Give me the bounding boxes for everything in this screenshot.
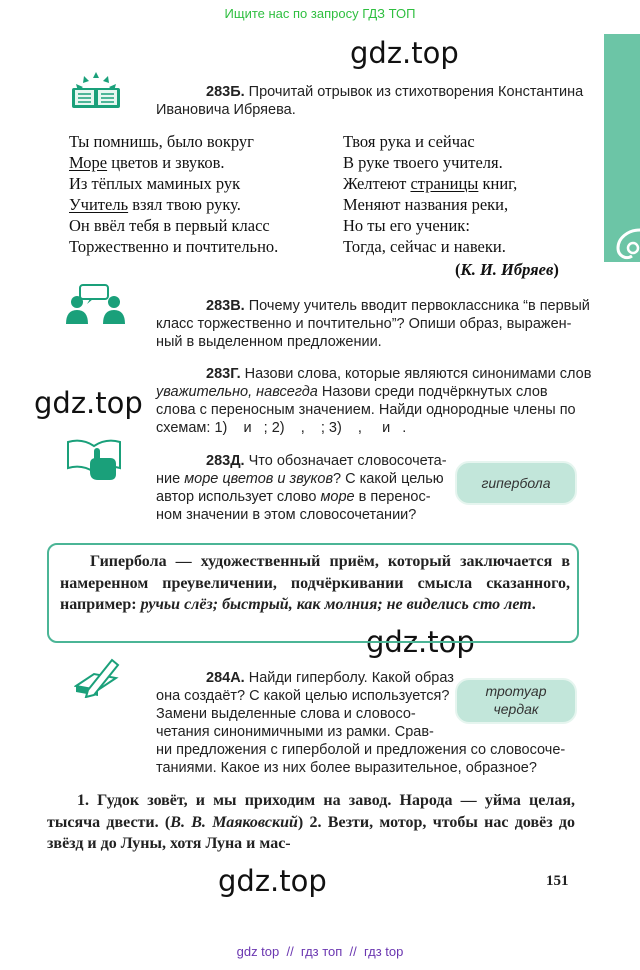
exercise-text: 1. Гудок зовёт, и мы приходим на завод. Народа — уйма целая, тысяча двести. (В. В. Маяковский) 2. Везти, мотор, чтобы нас довёз до звёзд и до Луны, хотя Луна и мас- bbox=[47, 792, 576, 852]
underlined-word: страницы bbox=[410, 174, 479, 193]
definition-text: Гипербола — художественный приём, который заключается в намеренном преувеличении, подчёркивании смысла сказанного, например: ручьи слёз; быстрый, как молния; не виделись сто лет. bbox=[60, 553, 570, 613]
poem-text: Желтеют bbox=[343, 174, 411, 193]
task-283v: 283В. Почему учитель вводит первоклассника “в первый класс торжественно и почтительно”? Опиши образ, выражен- ный в выделенном предложении. bbox=[156, 298, 590, 350]
watermark: gdz.top bbox=[218, 864, 327, 898]
task-283g: 283Г. Назови слова, которые являются синонимами слов уважительно, навсегда Назови среди подчёркнутых слов слова с переносным значением. Найди однородные члены по схемам: 1) и ; 2) , ; 3) , и . bbox=[156, 366, 592, 436]
poem-text: В руке твоего учителя. bbox=[343, 153, 503, 172]
poem-line bbox=[343, 131, 517, 152]
hand-book-icon bbox=[64, 438, 128, 480]
pencil-icon bbox=[74, 656, 138, 698]
poem-line bbox=[343, 152, 517, 173]
watermark: gdz.top bbox=[350, 36, 459, 70]
top-banner: Ищите нас по запросу ГДЗ ТОП bbox=[224, 6, 416, 21]
task-283d: 283Д. Что обозначает словосочета- ние море цветов и звуков? С какой целью автор использует слово море в перенос- ном значении в этом словосочетании? bbox=[156, 453, 447, 523]
word-box-trotuar-cherdak: тротуар чердак bbox=[455, 678, 577, 724]
poem-line bbox=[343, 194, 517, 215]
task-283b-line2: Ивановича Ибряева. bbox=[156, 102, 296, 118]
poem-left-column bbox=[69, 131, 278, 257]
page-number: 151 bbox=[546, 873, 569, 889]
watermark: gdz.top bbox=[366, 625, 475, 659]
poem-text: книг, bbox=[478, 174, 518, 193]
watermark: gdz.top bbox=[34, 386, 143, 420]
book-icon bbox=[64, 68, 128, 110]
task-283b: 283Б. Прочитай отрывок из стихотворения Константина bbox=[206, 84, 584, 100]
poem-line bbox=[69, 152, 278, 173]
poem-right-column bbox=[343, 131, 517, 257]
poem-line bbox=[343, 173, 517, 194]
bottom-banner: gdz top // гдз топ // гдз top bbox=[236, 944, 404, 959]
poem-line bbox=[69, 236, 278, 257]
poem-text: взял твою руку. bbox=[128, 195, 241, 214]
poem-line bbox=[69, 131, 278, 152]
poem-line bbox=[343, 236, 517, 257]
underlined-word: Учитель bbox=[69, 195, 129, 214]
poem-text: Ты помнишь, было вокруг bbox=[69, 132, 254, 151]
poem-line bbox=[69, 215, 278, 236]
poem-text: Тогда, сейчас и навеки. bbox=[343, 237, 506, 256]
underlined-word: Море bbox=[69, 153, 108, 172]
discussion-icon bbox=[64, 284, 128, 326]
poem-author: (К. И. Ибряев) bbox=[455, 260, 559, 279]
poem-line bbox=[343, 215, 517, 236]
task-284a: 284А. Найди гиперболу. Какой образ она создаёт? С какой целью используется? Замени выделенные слова и словосо- четания синонимичными из рамки. Срав- ни предложения с гиперболой и предложения со словосоче- таниями. Какое из них более выразительное, образное? bbox=[156, 670, 566, 776]
poem-line bbox=[69, 194, 278, 215]
poem-line bbox=[69, 173, 278, 194]
chapter-tab bbox=[604, 34, 640, 262]
poem-text: Меняют названия реки, bbox=[343, 195, 509, 214]
word-box-giperbola: гипербола bbox=[455, 461, 577, 505]
poem-text: Твоя рука и сейчас bbox=[343, 132, 475, 151]
poem-text: Из тёплых маминых рук bbox=[69, 174, 241, 193]
poem-text: Торжественно и почтительно. bbox=[69, 237, 279, 256]
poem-text: цветов и звуков. bbox=[107, 153, 225, 172]
poem-text: Он ввёл тебя в первый класс bbox=[69, 216, 270, 235]
poem-text: Но ты его ученик: bbox=[343, 216, 470, 235]
